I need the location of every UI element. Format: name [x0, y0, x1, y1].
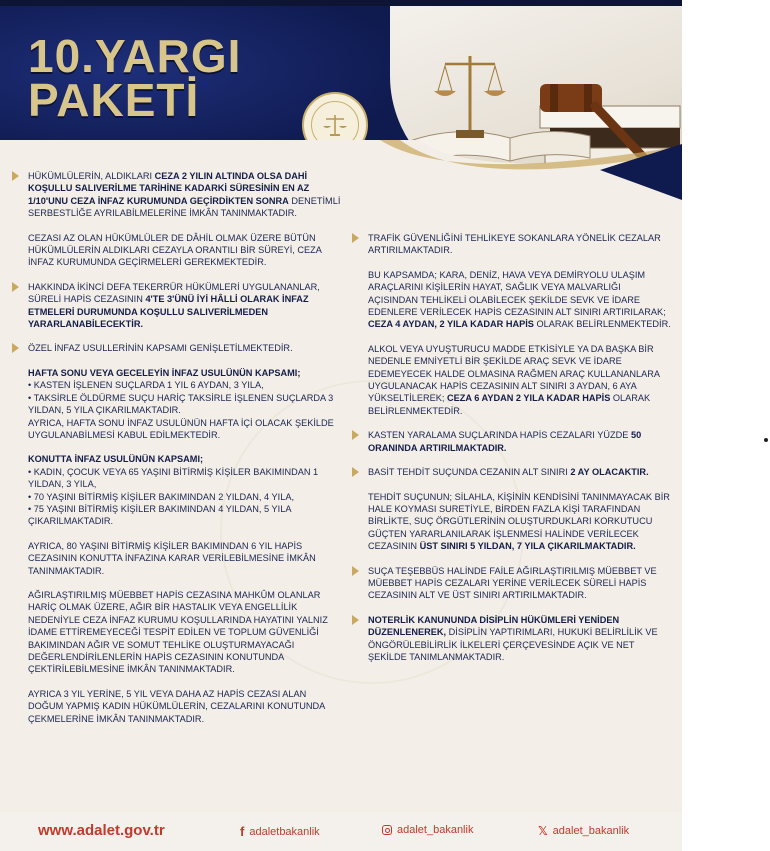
item-ozel-infaz: ÖZEL İNFAZ USULLERİNİN KAPSAMI GENİŞLETİLMEKTEDİR.: [12, 342, 342, 354]
stray-dot: [764, 438, 768, 442]
chevron-right-icon: [12, 343, 19, 353]
x-icon: 𝕏: [538, 824, 548, 838]
x-link[interactable]: 𝕏 adalet_bakanlik: [538, 824, 630, 838]
right-column: [352, 232, 672, 663]
item-denetimli-serbestlik: HÜKÜMLÜLERİN, ALDIKLARI CEZA 2 YILIN ALTINDA OLSA DAHİ KOŞULLU SALIVERİLME TARİHİNE KADARKİ SÜRESİNİN EN AZ 1/10'UNU CEZA İNFAZ KURUMUNDA GEÇİRDİKTEN SONRA DENETİMLİ SERBESTLİĞE AYRILABİLMELERİNE İMKÂN TANINMAKTADIR.: [12, 170, 342, 220]
hafta-sonu-block: HAFTA SONU VEYA GECELEYİN İNFAZ USULÜNÜN KAPSAMI; • KASTEN İŞLENEN SUÇLARDA 1 YIL 6 AYDAN, 3 YILA, • TAKSİRLE ÖLDÜRME SUÇU HARİÇ TAKSİRLE İŞLENEN SUÇLARDA 3 YILDAN, 5 YILA ÇIKARILMAKTADIR. AYRICA, HAFTA SONU İNFAZ USULÜNÜN HAFTA İÇİ OLACAK ŞEKİLDE UYGULANABİLMESİ KABUL EDİLMEKTEDİR.: [28, 367, 334, 440]
paragraph: TEHDİT SUÇUNUN; SİLAHLA, KİŞİNİN KENDİSİNİ TANINMAYACAK BİR HALE KOYMASI SURETİYLE, BİRDEN FAZLA KİŞİ TARAFINDAN BİRLİKTE, SUÇ ÖRGÜTLERİNİN OLUŞTURDUKLARI KORKUTUCU GÜÇTEN YARARLANILARAK İŞLENMESİ HALİNDE VERİLECEK CEZASININ ÜST SINIRI 5 YILDAN, 7 YILA ÇIKARILMAKTADIR.: [368, 491, 670, 552]
item-noterlik: NOTERLİK KANUNUNDA DİSİPLİN HÜKÜMLERİ YENİDEN DÜZENLENEREK, DİSİPLİN YAPTIRIMLARI, HUKUKİ BELİRLİLİK VE ÖNGÖRÜLEBİLİRLİK İLKELERİ ÇERÇEVESİNDE AÇIK VE NET ŞEKİLDE TANIMLANMAKTADIR.: [352, 614, 672, 664]
paragraph: CEZASI AZ OLAN HÜKÜMLÜLER DE DÂHİL OLMAK ÜZERE BÜTÜN HÜKÜMLÜLERİN ALDIKLARI CEZAYLA ORANTILI BİR SÜREYİ, CEZA İNFAZ KURUMUNDA GEÇİRMELERİ GEREKMEKTEDİR.: [28, 232, 322, 268]
chevron-right-icon: [352, 566, 359, 576]
instagram-link[interactable]: adalet_bakanlik: [382, 824, 473, 836]
paragraph: ALKOL VEYA UYUŞTURUCU MADDE ETKİSİYLE YA DA BAŞKA BİR NEDENLE EMNİYETLİ BİR ŞEKİLDE ARAÇ SEVK VE İDARE EDEMEYECEK HALDE OLMASINA RAĞMEN ARAÇ KULLANANLARA UYGULANACAK HAPİS CEZASININ ALT SINIRI 3 AYDAN, 6 AYA YÜKSELTİLEREK; CEZA 6 AYDAN 2 YILA KADAR HAPİS OLARAK BELİRLENMEKTEDİR.: [368, 343, 660, 416]
instagram-icon: [382, 825, 392, 835]
scales-icon: [320, 110, 350, 140]
item-trafik: TRAFİK GÜVENLİĞİNİ TEHLİKEYE SOKANLARA YÖNELİK CEZALAR ARTIRILMAKTADIR.: [352, 232, 672, 257]
chevron-right-icon: [352, 467, 359, 477]
paragraph: AYRICA, 80 YAŞINI BİTİRMİŞ KİŞİLER BAKIMINDAN 6 YIL HAPİS CEZASININ KONUTTA İNFAZINA KARAR VERİLEBİLMESİNE İMKÂN TANINMAKTADIR.: [28, 540, 316, 576]
chevron-right-icon: [12, 282, 19, 292]
chevron-right-icon: [12, 171, 19, 181]
paragraph: BU KAPSAMDA; KARA, DENİZ, HAVA VEYA DEMİRYOLU ULAŞIM ARAÇLARINI KİŞİLERİN HAYAT, SAĞLIK VEYA MALVARLIĞI AÇISINDAN TEHLİKELİ OLABİLECEK ŞEKİLDE SEVK VE İDARE EDENLERE VERİLECEK HAPİS CEZASININ ALT SINIRI ARTIRILARAK; CEZA 4 AYDAN, 2 YILA KADAR HAPİS OLARAK BELİRLENMEKTEDİR.: [368, 269, 671, 330]
konutta-infaz-block: KONUTTA İNFAZ USULÜNÜN KAPSAMI; • KADIN, ÇOCUK VEYA 65 YAŞINI BİTİRMİŞ KİŞİLER BAKIMINDAN 1 YILDAN, 3 YILA, • 70 YAŞINI BİTİRMİŞ KİŞİLER BAKIMINDAN 2 YILDAN, 4 YILA, • 75 YAŞINI BİTİRMİŞ KİŞİLER BAKIMINDAN 4 YILDAN, 5 YILA ÇIKARILMAKTADIR.: [28, 454, 319, 527]
item-suca-tesebbus: SUÇA TEŞEBBÜS HALİNDE FAİLE AĞIRLAŞTIRILMIŞ MÜEBBET VE MÜEBBET HAPİS CEZALARI YERİNE VERİLECEK SÜRELİ HAPİS CEZASININ ALT VE ÜST SINIRI ARTIRILMAKTADIR.: [352, 565, 672, 602]
facebook-link[interactable]: f adaletbakanlik: [240, 824, 320, 839]
facebook-icon: f: [240, 824, 245, 839]
website-link[interactable]: www.adalet.gov.tr: [38, 822, 165, 839]
item-basit-tehdit: BASİT TEHDİT SUÇUNDA CEZANIN ALT SINIRI 2 AY OLACAKTIR.: [352, 466, 672, 478]
item-tekerrur: HAKKINDA İKİNCİ DEFA TEKERRÜR HÜKÜMLERİ UYGULANANLAR, SÜRELİ HAPİS CEZASININ 4'TE 3'ÜNÜ İYİ HÂLLİ OLARAK İNFAZ ETMELERİ DURUMUNDA KOŞULLU SALIVERİLMEDEN YARARLANABİLECEKTİR.: [12, 281, 342, 331]
footer: [0, 812, 682, 851]
paragraph: AYRICA 3 YIL YERİNE, 5 YIL VEYA DAHA AZ HAPİS CEZASI ALAN DOĞUM YAPMIŞ KADIN HÜKÜMLÜLERİN, CEZALARINI KONUTUNDA ÇEKMELERİNE İMKÂN TANINMAKTADIR.: [28, 688, 325, 724]
chevron-right-icon: [352, 233, 359, 243]
left-column: [12, 170, 342, 725]
chevron-right-icon: [352, 615, 359, 625]
page-title: 10.YARGI PAKETİ: [28, 30, 242, 126]
paragraph: AĞIRLAŞTIRILMIŞ MÜEBBET HAPİS CEZASINA MAHKÛM OLANLAR HARİÇ OLMAK ÜZERE, AĞIR BİR HASTALIK VEYA ENGELLİLİK NEDENİYLE CEZA İNFAZ KURUMU KOŞULLARINDA HAYATINI YALNIZ İDAME ETTİREMEYECEĞİ TESPİT EDİLEN VE TOPLUM GÜVENLİĞİ BAKIMINDAN AĞIR VE SOMUT TEHLİKE OLUŞTURMAYACAĞI DEĞERLENDİRİLENLERİN HAPİS CEZASININ KONUTUNDA ÇEKTİRİLEBİLMESİNE İMKÂN TANINMAKTADIR.: [28, 589, 328, 675]
item-kasten-yaralama: KASTEN YARALAMA SUÇLARINDA HAPİS CEZALARI YÜZDE 50 ORANINDA ARTIRILMAKTADIR.: [352, 429, 672, 454]
chevron-right-icon: [352, 430, 359, 440]
